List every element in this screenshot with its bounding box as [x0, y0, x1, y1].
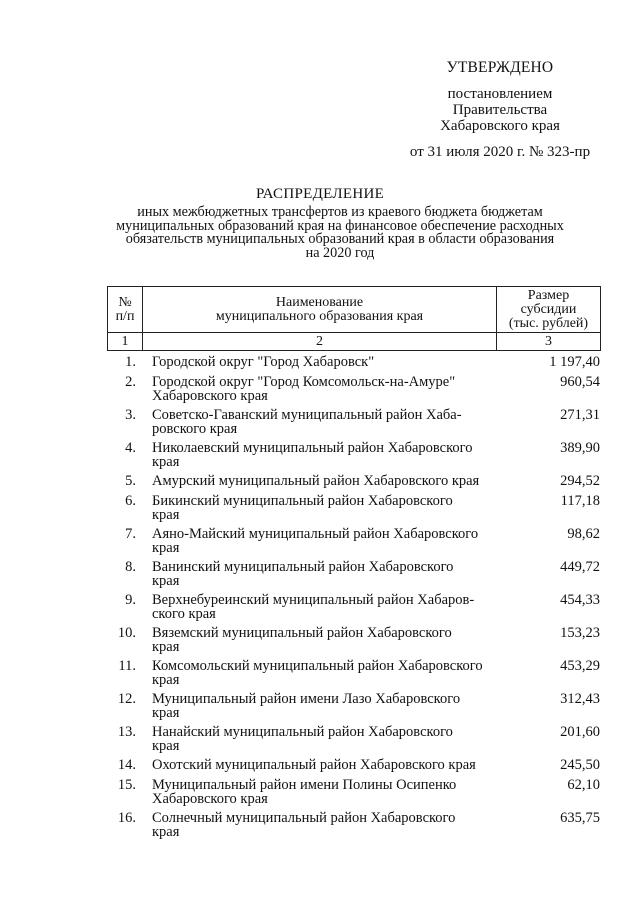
table-row [107, 693, 603, 720]
subsidy-amount: 271,31 [560, 407, 600, 423]
municipality-name [152, 759, 502, 773]
subtitle-line-2: муниципальных образований края на финансовое обеспечение расходных [116, 217, 564, 234]
approval-line-2: Правительства [452, 102, 548, 118]
municipality-name-line: Хабаровского края [152, 790, 268, 807]
subsidy-amount: 389,90 [560, 440, 600, 456]
header-amount [497, 287, 601, 333]
row-number: 11. [118, 658, 136, 674]
document-subtitle [100, 206, 580, 260]
subsidy-amount: 454,33 [560, 592, 600, 608]
row-number: 14. [117, 757, 136, 773]
municipality-name-line: Солнечный муниципальный район Хабаровского [152, 810, 456, 826]
row-number: 7. [125, 526, 136, 542]
header-name [143, 287, 497, 333]
row-number: 8. [125, 559, 136, 575]
table-row [107, 475, 603, 489]
municipality-name-line: Ванинский муниципальный район Хабаровского [152, 559, 454, 575]
row-number: 4. [125, 440, 136, 456]
municipality-name [152, 376, 502, 403]
subsidy-amount: 153,23 [560, 625, 600, 641]
document-title: РАСПРЕДЕЛЕНИЕ [255, 186, 385, 202]
table-row [107, 442, 603, 469]
approval-date: от 31 июля 2020 г. № 323-пр [409, 144, 591, 160]
subtitle-line-4: на 2020 год [305, 244, 375, 261]
municipality-name-line: края [152, 453, 180, 470]
table-row [107, 627, 603, 654]
municipality-name-line: Нанайский муниципальный район Хабаровского [152, 724, 453, 740]
header-num-line-2: п/п [115, 308, 135, 324]
municipality-name-line: края [152, 506, 180, 523]
subtitle-line-1: иных межбюджетных трансфертов из краевого бюджета бюджетам [137, 204, 543, 220]
row-number: 15. [117, 777, 136, 793]
row-number: 16. [117, 810, 136, 826]
municipality-name [152, 812, 502, 839]
row-number: 1. [125, 354, 136, 370]
municipality-name [152, 528, 502, 555]
row-number: 10. [117, 625, 136, 641]
subsidy-amount: 62,10 [567, 777, 600, 793]
table-row [107, 409, 603, 436]
table-row [107, 528, 603, 555]
table-row [107, 726, 603, 753]
municipality-name-line: ского края [152, 605, 216, 622]
table-row [107, 759, 603, 773]
table-row [107, 594, 603, 621]
subsidy-amount: 453,29 [560, 658, 600, 674]
municipality-name-line: Комсомольский муниципальный район Хабаровского [152, 658, 483, 674]
approval-line-3: Хабаровского края [440, 118, 560, 134]
municipality-name-line: края [152, 671, 180, 688]
municipality-name [152, 409, 502, 436]
municipality-name-line: края [152, 572, 180, 589]
header-num [108, 287, 143, 333]
header-num-line-1: № [118, 294, 132, 310]
municipality-name [152, 594, 502, 621]
municipality-name-line: Муниципальный район имени Лазо Хабаровского [152, 691, 461, 707]
header-amount-line-1: Размер [527, 287, 570, 303]
municipality-name [152, 627, 502, 654]
municipality-name-line: Амурский муниципальный район Хабаровского края [152, 473, 480, 489]
approval-line-1: постановлением [447, 86, 553, 102]
column-number-row [108, 333, 601, 351]
subsidy-amount: 960,54 [560, 374, 600, 390]
subsidy-amount: 98,62 [567, 526, 600, 542]
subsidy-amount: 635,75 [560, 810, 600, 826]
municipality-name-line: Вяземский муниципальный район Хабаровского [152, 625, 452, 641]
municipality-name-line: Охотский муниципальный район Хабаровского края [152, 757, 476, 773]
municipality-name-line: края [152, 823, 180, 840]
row-number: 13. [117, 724, 136, 740]
col-number-2: 2 [143, 333, 497, 351]
row-number: 9. [125, 592, 136, 608]
approval-stamp [395, 60, 605, 160]
table-row [107, 561, 603, 588]
table-row [107, 376, 603, 403]
table-header [107, 286, 601, 351]
subsidy-amount: 245,50 [560, 757, 600, 773]
municipality-name-line: Городской округ "Город Хабаровск" [152, 354, 375, 370]
subsidy-amount: 294,52 [560, 473, 600, 489]
row-number: 6. [125, 493, 136, 509]
municipality-name [152, 693, 502, 720]
table-row [107, 812, 603, 839]
municipality-name-line: края [152, 737, 180, 754]
row-number: 2. [125, 374, 136, 390]
subsidy-amount: 449,72 [560, 559, 600, 575]
row-number: 5. [125, 473, 136, 489]
header-amount-line-2: субсидии [520, 301, 577, 317]
municipality-name-line: края [152, 539, 180, 556]
row-number: 12. [117, 691, 136, 707]
municipality-name [152, 779, 502, 806]
municipality-name-line: Хабаровского края [152, 387, 268, 404]
municipality-name-line: края [152, 704, 180, 721]
approval-heading: УТВЕРЖДЕНО [446, 59, 554, 76]
subsidy-amount: 117,18 [560, 493, 600, 509]
table-row [107, 779, 603, 806]
header-name-line-1: Наименование [275, 294, 364, 310]
municipality-name-line: Бикинский муниципальный район Хабаровского [152, 493, 453, 509]
municipality-name [152, 475, 502, 489]
header-name-line-2: муниципального образования края [215, 308, 424, 324]
table-row [107, 356, 603, 370]
municipality-name [152, 442, 502, 469]
col-number-1: 1 [108, 333, 143, 351]
municipality-name [152, 561, 502, 588]
municipality-name-line: Муниципальный район имени Полины Осипенко [152, 777, 457, 793]
subsidy-amount: 1 197,40 [549, 354, 600, 370]
row-number: 3. [125, 407, 136, 423]
col-number-3: 3 [497, 333, 601, 351]
municipality-name-line: ровского края [152, 420, 238, 437]
municipality-name [152, 495, 502, 522]
municipality-name-line: Верхнебуреинский муниципальный район Хабаров- [152, 592, 475, 608]
header-row [108, 287, 601, 333]
municipality-name-line: Николаевский муниципальный район Хабаровского [152, 440, 473, 456]
municipality-name-line: Советско-Гаванский муниципальный район Хаба- [152, 407, 462, 423]
table-body [107, 356, 603, 845]
municipality-name [152, 660, 502, 687]
municipality-name-line: Аяно-Майский муниципальный район Хабаровского [152, 526, 479, 542]
table-row [107, 495, 603, 522]
municipality-name [152, 726, 502, 753]
municipality-name [152, 356, 502, 370]
subsidy-amount: 201,60 [560, 724, 600, 740]
municipality-name-line: края [152, 638, 180, 655]
subsidy-amount: 312,43 [560, 691, 600, 707]
header-amount-line-3: (тыс. рублей) [508, 315, 589, 331]
municipality-name-line: Городской округ "Город Комсомольск-на-Амуре" [152, 374, 456, 390]
table-row [107, 660, 603, 687]
subtitle-line-3: обязательств муниципальных образований края в области образования [125, 231, 555, 247]
